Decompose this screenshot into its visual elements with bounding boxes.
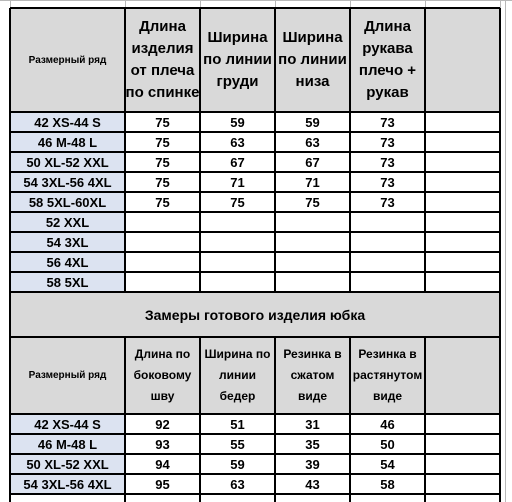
grid-horizontal [10, 473, 500, 475]
grid-vertical [274, 337, 276, 502]
top-value-cell[interactable]: 75 [200, 192, 275, 212]
bottom-value-cell[interactable]: 39 [275, 454, 350, 474]
grid-horizontal [10, 191, 500, 193]
top-size-cell: 54 3XL-56 4XL [10, 172, 125, 192]
top-value-cell[interactable]: 71 [200, 172, 275, 192]
bottom-size-cell: 46 M-48 L [10, 434, 125, 454]
top-value-cell[interactable] [275, 232, 350, 252]
top-value-cell[interactable] [125, 232, 200, 252]
top-value-cell[interactable]: 75 [125, 192, 200, 212]
top-value-cell[interactable] [350, 212, 425, 232]
top-value-cell[interactable] [275, 252, 350, 272]
top-extra-cell[interactable] [425, 272, 500, 292]
top-size-cell: 58 5XL-60XL [10, 192, 125, 212]
bottom-value-cell[interactable]: 59 [200, 454, 275, 474]
top-value-cell[interactable] [200, 252, 275, 272]
bottom-value-cell[interactable]: 31 [275, 414, 350, 434]
top-size-header: Размерный ряд [10, 8, 125, 112]
top-value-cell[interactable]: 67 [275, 152, 350, 172]
top-value-cell[interactable] [275, 212, 350, 232]
section-title: Замеры готового изделия юбка [10, 292, 500, 337]
bottom-value-cell[interactable]: 35 [275, 434, 350, 454]
grid-horizontal [10, 151, 500, 153]
grid-horizontal [10, 291, 500, 293]
top-size-cell: 52 XXL [10, 212, 125, 232]
grid-vertical [9, 337, 11, 502]
top-value-cell[interactable]: 67 [200, 152, 275, 172]
top-value-cell[interactable]: 75 [125, 112, 200, 132]
grid-vertical [9, 8, 11, 292]
grid-vertical [424, 337, 426, 502]
grid-horizontal [10, 336, 500, 338]
bottom-size-cell: 50 XL-52 XXL [10, 454, 125, 474]
bottom-value-cell[interactable]: 55 [200, 434, 275, 454]
grid-horizontal [10, 231, 500, 233]
top-value-cell[interactable] [200, 212, 275, 232]
top-value-cell[interactable] [200, 272, 275, 292]
grid-vertical [124, 8, 126, 292]
top-value-cell[interactable]: 59 [275, 112, 350, 132]
bottom-extra-cell[interactable] [425, 414, 500, 434]
bottom-value-cell[interactable]: 93 [125, 434, 200, 454]
grid-vertical [9, 292, 11, 337]
top-value-cell[interactable]: 63 [200, 132, 275, 152]
bottom-value-cell[interactable]: 58 [350, 474, 425, 494]
grid-vertical [349, 8, 351, 292]
top-empty-header [425, 8, 500, 112]
top-size-cell: 54 3XL [10, 232, 125, 252]
top-size-cell: 56 4XL [10, 252, 125, 272]
top-value-cell[interactable]: 75 [125, 152, 200, 172]
top-extra-cell[interactable] [425, 232, 500, 252]
top-value-cell[interactable] [275, 272, 350, 292]
top-extra-cell[interactable] [425, 112, 500, 132]
top-value-cell[interactable]: 73 [350, 132, 425, 152]
top-value-cell[interactable]: 73 [350, 172, 425, 192]
bottom-extra-cell[interactable] [425, 454, 500, 474]
top-extra-cell[interactable] [425, 212, 500, 232]
bottom-col-header: Резинка в растянутом виде [350, 337, 425, 414]
bottom-col-header: Резинка в сжатом виде [275, 337, 350, 414]
grid-vertical [349, 337, 351, 502]
top-col-header: Длина изделия от плеча по спинке [125, 8, 200, 112]
grid-vertical [199, 337, 201, 502]
grid-horizontal [10, 131, 500, 133]
grid-vertical [499, 337, 501, 502]
top-value-cell[interactable]: 63 [275, 132, 350, 152]
bottom-empty-header [425, 337, 500, 414]
top-extra-cell[interactable] [425, 132, 500, 152]
bottom-col-header: Длина по боковому шву [125, 337, 200, 414]
grid-horizontal [10, 433, 500, 435]
grid-vertical [424, 8, 426, 292]
top-value-cell[interactable] [125, 272, 200, 292]
top-value-cell[interactable]: 73 [350, 192, 425, 212]
top-col-header: Ширина по линии низа [275, 8, 350, 112]
top-value-cell[interactable] [125, 252, 200, 272]
bottom-col-header: Ширина по линии бедер [200, 337, 275, 414]
bottom-extra-cell[interactable] [425, 474, 500, 494]
top-extra-cell[interactable] [425, 152, 500, 172]
top-extra-cell[interactable] [425, 192, 500, 212]
grid-vertical [199, 8, 201, 292]
bottom-extra-cell[interactable] [425, 434, 500, 454]
grid-vertical [499, 8, 501, 292]
top-value-cell[interactable] [350, 272, 425, 292]
top-extra-cell[interactable] [425, 172, 500, 192]
top-value-cell[interactable]: 73 [350, 152, 425, 172]
grid-horizontal [10, 211, 500, 213]
top-extra-cell[interactable] [425, 252, 500, 272]
top-value-cell[interactable] [200, 232, 275, 252]
top-value-cell[interactable]: 59 [200, 112, 275, 132]
grid-vertical [499, 292, 501, 337]
top-value-cell[interactable]: 73 [350, 112, 425, 132]
top-value-cell[interactable] [350, 232, 425, 252]
top-col-header: Длина рукава плечо + рукав [350, 8, 425, 112]
bottom-size-cell: 54 3XL-56 4XL [10, 474, 125, 494]
bottom-value-cell[interactable]: 95 [125, 474, 200, 494]
bottom-value-cell[interactable]: 92 [125, 414, 200, 434]
row-divider [0, 0, 512, 1]
bottom-value-cell[interactable]: 43 [275, 474, 350, 494]
grid-vertical [124, 337, 126, 502]
grid-horizontal [10, 111, 500, 113]
top-size-cell: 58 5XL [10, 272, 125, 292]
grid-horizontal [10, 251, 500, 253]
grid-horizontal [10, 493, 500, 495]
top-size-cell: 46 M-48 L [10, 132, 125, 152]
bottom-value-cell[interactable]: 50 [350, 434, 425, 454]
grid-horizontal [10, 271, 500, 273]
grid-horizontal [10, 171, 500, 173]
grid-horizontal [10, 7, 500, 9]
top-col-header: Ширина по линии груди [200, 8, 275, 112]
top-size-cell: 42 XS-44 S [10, 112, 125, 132]
top-value-cell[interactable]: 75 [275, 192, 350, 212]
top-value-cell[interactable] [350, 252, 425, 272]
bottom-value-cell[interactable]: 46 [350, 414, 425, 434]
grid-horizontal [10, 453, 500, 455]
top-value-cell[interactable]: 75 [125, 172, 200, 192]
column-divider [505, 0, 506, 502]
bottom-size-cell: 42 XS-44 S [10, 414, 125, 434]
top-value-cell[interactable]: 75 [125, 132, 200, 152]
top-value-cell[interactable]: 71 [275, 172, 350, 192]
top-size-cell: 50 XL-52 XXL [10, 152, 125, 172]
bottom-size-header: Размерный ряд [10, 337, 125, 414]
bottom-value-cell[interactable]: 51 [200, 414, 275, 434]
column-divider [500, 0, 501, 8]
bottom-value-cell[interactable]: 94 [125, 454, 200, 474]
grid-vertical [274, 8, 276, 292]
bottom-value-cell[interactable]: 63 [200, 474, 275, 494]
grid-horizontal [10, 413, 500, 415]
top-value-cell[interactable] [125, 212, 200, 232]
bottom-value-cell[interactable]: 54 [350, 454, 425, 474]
